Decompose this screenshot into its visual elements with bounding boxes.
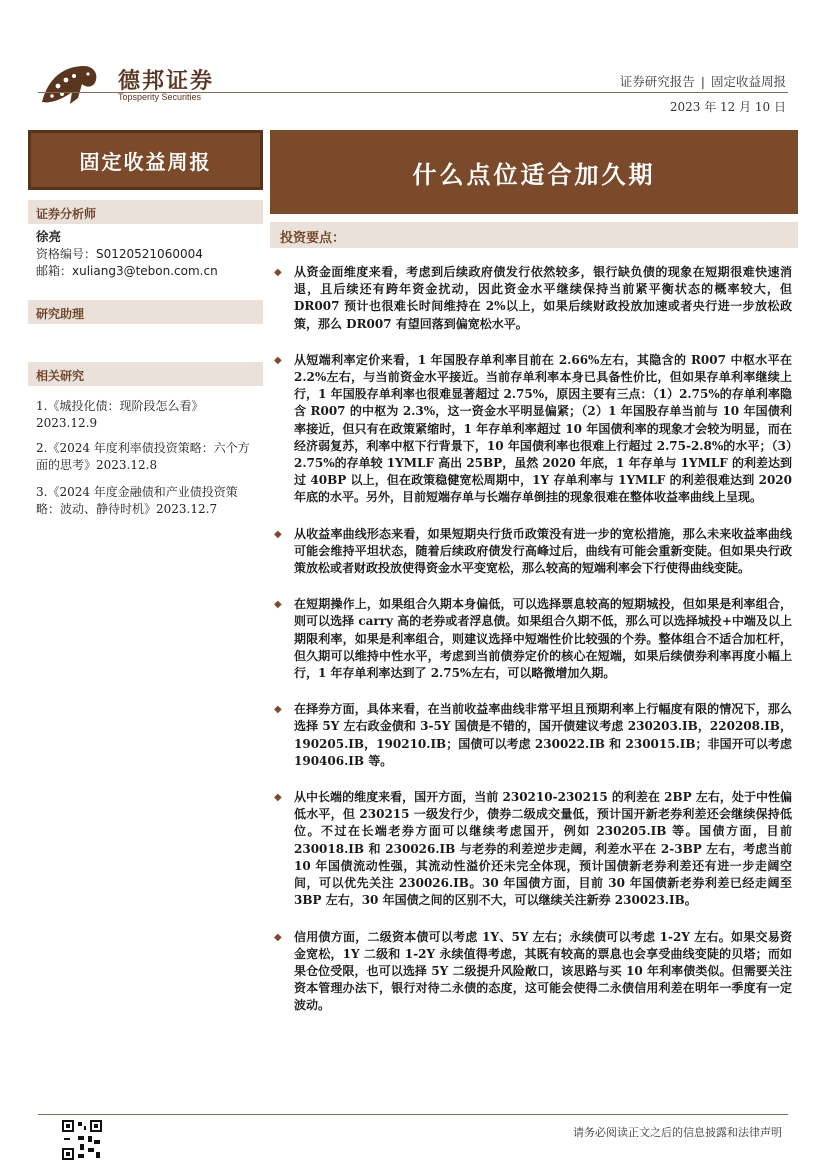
bullet-point: ◆ 从短端利率定价来看，1 年国股存单利率目前在 2.66%左右，其隐含的 R007 中枢水平在 2.2%左右，与当前资金水平接近。当前存单利率本身已具备性价比，但如果存单利率继续上行，1 年国股存单利率也很难显著超过 2.75%，原因主要有三点：（1）2.75%的存单利率隐含 R007 的中枢为 2.3%，这一资金水平明显偏紧；（2）1 年国股存单当前与 10 年国债利率接近，但只有在政策紧缩时，1 年存单利率超过 10 年国债利率的现象才会较为明显，而在经济弱复苏，利率中枢下行背景下，10 年国债利率也很难上行超过 2.75-2.8%的水平；（3）2.75%的存单较 1YMLF 高出 25BP，虽然 2020 年底，1 年存单与 1YMLF 的利差达到过 40BP 以上，但在政策稳健宽松周期中，1Y 存单利率与 1YMLF 的利差很难达到 2020 年底的水平。另外，目前短端存单与长端存单倒挂的现象很难在整体收益率曲线上呈现。	[272, 352, 792, 507]
assistant-heading: 研究助理	[28, 300, 263, 324]
bullet-point: ◆ 在择券方面，具体来看，在当前收益率曲线非常平坦且预期利率上行幅度有限的情况下，那么选择 5Y 左右政金债和 3-5Y 国债是不错的，国开债建议考虑 230203.IB，220208.IB，190205.IB，190210.IB；国债可以考虑 230022.IB 和 230015.IB；非国开可以考虑 190406.IB 等。	[272, 701, 792, 770]
header-divider	[38, 92, 788, 93]
bullet-point: ◆ 在短期操作上，如果组合久期本身偏低，可以选择票息较高的短期城投，但如果是利率组合，则可以选择 carry 高的老券或者浮息债。如果组合久期不低，那么可以选择城投+中端及以上期限利率，如果是利率组合，则建议选择中短端性价比较强的个券。整体组合不适合加杠杆，但久期可以维持中性水平，考虑到当前债券定价的核心在短端，如果后续债券利率再度小幅上行，1 年存单利率达到了 2.75%左右，可以略微增加久期。	[272, 596, 792, 682]
brand-name-en: Topsperity Securities	[118, 92, 202, 102]
footer-divider	[38, 1114, 788, 1115]
analyst-license: 资格编号：S0120521060004	[36, 247, 203, 261]
bullet-point: ◆ 从资金面维度来看，考虑到后续政府债发行依然较多，银行缺负债的现象在短期很难快速消退，且后续还有跨年资金扰动，因此资金水平继续保持当前紧平衡状态的概率较大，但 DR007 预计也很难长时间维持在 2%以上，如果后续财政投放加速或者央行进一步放松政策，那么 DR007 有望回落到偏宽松水平。	[272, 264, 792, 333]
report-type-label: 证券研究报告	[619, 74, 695, 89]
report-date: 2023 年 12 月 10 日	[669, 100, 786, 114]
brand-name: 德邦证券	[118, 68, 215, 94]
report-title: 什么点位适合加久期	[270, 130, 798, 214]
analyst-heading: 证券分析师	[28, 200, 263, 224]
report-type: 证券研究报告 | 固定收益周报	[619, 74, 786, 89]
bullet-point: ◆ 从收益率曲线形态来看，如果短期央行货币政策没有进一步的宽松措施，那么未来收益率曲线可能会维持平坦状态，随着后续政府债发行高峰过后，曲线有可能会重新变陡。但如果央行政策放松或者财政投放使得资金水平变宽松，那么较高的短端利率会下行使得曲线变陡。	[272, 526, 792, 578]
analyst-email[interactable]: 邮箱：xuliang3@tebon.com.cn	[36, 264, 218, 278]
category-banner: 固定收益周报	[28, 130, 263, 190]
bullet-point: ◆ 信用债方面，二级资本债可以考虑 1Y、5Y 左右；永续债可以考虑 1-2Y 左右。如果交易资金宽松，1Y 二级和 1-2Y 永续值得考虑，其既有较高的票息也会享受曲线变陡的贝塔；而如果仓位受限，也可以选择 5Y 二级提升风险敞口，该思路与买 10 年利率债类似。但需要关注资本管理办法下，银行对待二永债的态度，这可能会使得二永债信用利差在明年一季度有一定波动。	[272, 929, 792, 1015]
company-logo-icon	[38, 58, 100, 110]
related-research-item[interactable]: 3.《2024 年度金融债和产业债投资策略：波动、静待时机》2023.12.7	[36, 485, 238, 516]
related-research-item[interactable]: 1.《城投化债：现阶段怎么看》2023.12.9	[36, 399, 204, 430]
related-research-heading: 相关研究	[28, 362, 263, 386]
investment-points	[272, 264, 792, 1034]
related-research-item[interactable]: 2.《2024 年度利率债投资策略：六个方面的思考》2023.12.8	[36, 441, 250, 472]
section-title: 投资要点：	[270, 222, 798, 248]
analyst-name: 徐亮	[36, 229, 62, 244]
bullet-point: ◆ 从中长端的维度来看，国开方面，当前 230210-230215 的利差在 2BP 左右，处于中性偏低水平，但 230215 一级发行少，债券二级成交量低，预计国开新老券利差还会继续保持低位。不过在长端老券方面可以继续考虑国开，例如 230205.IB 等。国债方面，目前 230018.IB 和 230026.IB 与老券的利差逆步走阔，利差水平在 2-3BP 左右，考虑当前 10 年国债流动性强，其流动性溢价还未完全体现，预计国债新老券利差还有进一步走阔空间，可以优先关注 230026.IB。30 年国债方面，目前 30 年国债新老券利差已经走阔至 3BP 左右，30 年国债之间的区别不大，可以继续关注新券 230023.IB。	[272, 789, 792, 909]
footer-disclaimer: 请务必阅读正文之后的信息披露和法律声明	[573, 1126, 782, 1139]
report-category-label: 固定收益周报	[710, 74, 786, 89]
qr-code-icon	[62, 1120, 102, 1160]
